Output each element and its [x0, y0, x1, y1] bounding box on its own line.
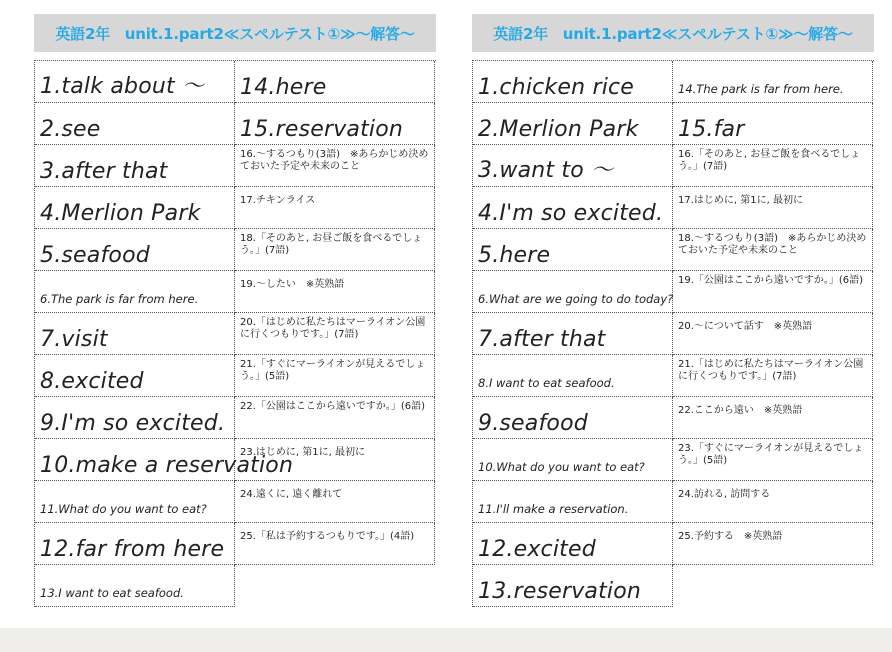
- answer-cell: 18.～するつもり(3語) ※あらかじめ決めておいた予定や未来のこと: [673, 229, 873, 271]
- answer-cell: 19.「公園はここから遠いですか。」(6語): [673, 271, 873, 313]
- answer-cell: 14.The park is far from here.: [673, 61, 873, 103]
- answer-cell: 5.here: [473, 229, 673, 271]
- answer-cell: 10.make a reservation: [35, 439, 235, 481]
- answer-cell: 7.after that: [473, 313, 673, 355]
- answer-cell: 24.遠くに, 遠く離れて: [235, 481, 435, 523]
- answer-cell: 18.「そのあと, お昼ご飯を食べるでしょう。」(7語): [235, 229, 435, 271]
- answer-cell: 6.The park is far from here.: [35, 271, 235, 313]
- answer-cell: 2.see: [35, 103, 235, 145]
- answer-cell: 11.What do you want to eat?: [35, 481, 235, 523]
- answer-cell: 3.want to ～: [473, 145, 673, 187]
- answer-cell: 5.seafood: [35, 229, 235, 271]
- answer-sheet-right: [472, 14, 874, 607]
- answer-cell: 23.「すぐにマーライオンが見えるでしょう。」(5語): [673, 439, 873, 481]
- answer-cell: 2.Merlion Park: [473, 103, 673, 145]
- answer-cell: 9.I'm so excited.: [35, 397, 235, 439]
- answer-cell: 4.Merlion Park: [35, 187, 235, 229]
- answer-cell: 8.excited: [35, 355, 235, 397]
- answer-cell: 16.～するつもり(3語) ※あらかじめ決めておいた予定や未来のこと: [235, 145, 435, 187]
- answer-grid: [34, 60, 436, 607]
- page-footer-band: [0, 628, 892, 652]
- empty-cell: [673, 565, 873, 607]
- answer-cell: 9.seafood: [473, 397, 673, 439]
- answer-cell: 22.ここから遠い ※英熟語: [673, 397, 873, 439]
- answer-cell: 19.～したい ※英熟語: [235, 271, 435, 313]
- answer-cell: 17.チキンライス: [235, 187, 435, 229]
- answer-cell: 22.「公園はここから遠いですか。」(6語): [235, 397, 435, 439]
- sheet-title-bar: [472, 14, 874, 52]
- answer-sheet-left: [34, 14, 436, 607]
- answer-cell: 13.reservation: [473, 565, 673, 607]
- answer-cell: 8.I want to eat seafood.: [473, 355, 673, 397]
- sheet-title-bar: [34, 14, 436, 52]
- answer-cell: 20.「はじめに私たちはマーライオン公園に行くつもりです。」(7語): [235, 313, 435, 355]
- answer-grid: [472, 60, 874, 607]
- answer-cell: 20.～について話す ※英熟語: [673, 313, 873, 355]
- answer-cell: 24.訪れる, 訪問する: [673, 481, 873, 523]
- answer-cell: 4.I'm so excited.: [473, 187, 673, 229]
- sheet-title: 英語2年 unit.1.part2≪スペルテスト①≫～解答～: [55, 24, 415, 43]
- answer-cell: 3.after that: [35, 145, 235, 187]
- answer-cell: 14.here: [235, 61, 435, 103]
- answer-cell: 11.I'll make a reservation.: [473, 481, 673, 523]
- answer-cell: 1.talk about ～: [35, 61, 235, 103]
- answer-cell: 7.visit: [35, 313, 235, 355]
- answer-cell: 25.予約する ※英熟語: [673, 523, 873, 565]
- answer-cell: 10.What do you want to eat?: [473, 439, 673, 481]
- answer-cell: 1.chicken rice: [473, 61, 673, 103]
- answer-cell: 15.far: [673, 103, 873, 145]
- sheet-title: 英語2年 unit.1.part2≪スペルテスト①≫～解答～: [493, 24, 853, 43]
- answer-cell: 21.「すぐにマーライオンが見えるでしょう。」(5語): [235, 355, 435, 397]
- answer-cell: 13.I want to eat seafood.: [35, 565, 235, 607]
- answer-cell: 6.What are we going to do today?: [473, 271, 673, 313]
- answer-cell: 15.reservation: [235, 103, 435, 145]
- empty-cell: [235, 565, 435, 607]
- answer-cell: 16.「そのあと, お昼ご飯を食べるでしょう。」(7語): [673, 145, 873, 187]
- answer-cell: 12.far from here: [35, 523, 235, 565]
- answer-cell: 17.はじめに, 第1に, 最初に: [673, 187, 873, 229]
- answer-cell: 25.「私は予約するつもりです。」(4語): [235, 523, 435, 565]
- answer-cell: 23.はじめに, 第1に, 最初に: [235, 439, 435, 481]
- answer-cell: 12.excited: [473, 523, 673, 565]
- answer-cell: 21.「はじめに私たちはマーライオン公園に行くつもりです。」(7語): [673, 355, 873, 397]
